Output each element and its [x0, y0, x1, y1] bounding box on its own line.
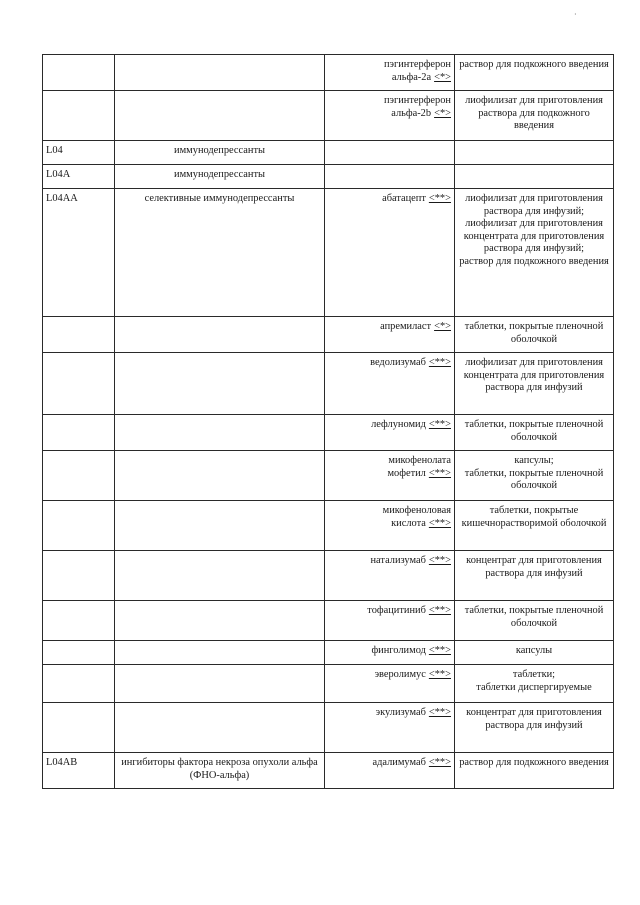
table-row — [43, 91, 614, 141]
atc-code-cell: L04AA — [43, 189, 115, 317]
dosage-form-item: лиофилизат для приготовления раствора для инфузий; — [465, 193, 603, 217]
atc-code-cell — [43, 601, 115, 641]
corner-mark: · — [574, 10, 577, 19]
table-row — [43, 665, 614, 703]
dosage-form-item: таблетки, покрытые пленочной оболочкой — [464, 467, 604, 492]
dosage-form-item: таблетки, покрытые кишечнорастворимой оболочкой — [461, 505, 607, 529]
footnote-reference: <*> — [434, 71, 451, 83]
pharmacological-group-cell — [115, 317, 325, 353]
table-row — [43, 353, 614, 415]
pharmacological-group-cell — [115, 703, 325, 753]
pharmacological-group-cell — [115, 415, 325, 451]
drug-name-cell — [325, 317, 455, 353]
drug-name-cell — [325, 501, 455, 551]
atc-code-cell — [43, 665, 115, 703]
footnote-reference: <**> — [428, 707, 451, 718]
table-row — [43, 189, 614, 317]
dosage-form-cell — [455, 551, 614, 601]
drug-name: финголимод — [371, 645, 426, 656]
dosage-form-item: концентрат для приготовления раствора для инфузий — [466, 707, 602, 731]
drug-name-cell — [325, 641, 455, 665]
drug-name-cell — [325, 601, 455, 641]
drug-table-body — [43, 55, 614, 789]
atc-code-cell — [43, 55, 115, 91]
drug-name: эверолимус — [374, 669, 426, 680]
dosage-form-item: концентрат для приготовления раствора для инфузий — [466, 555, 602, 579]
dosage-form-cell — [455, 189, 614, 317]
drug-name-cell — [325, 551, 455, 601]
dosage-form-cell — [455, 703, 614, 753]
pharmacological-group-cell — [115, 501, 325, 551]
drug-name: пэгинтерферон альфа-2a — [383, 59, 451, 83]
dosage-form-cell — [455, 501, 614, 551]
dosage-form-item: таблетки, покрытые пленочной оболочкой — [464, 605, 604, 629]
dosage-form-cell — [455, 665, 614, 703]
drug-name-cell — [325, 451, 455, 501]
pharmacological-group-cell — [115, 55, 325, 91]
drug-name-cell — [325, 55, 455, 91]
atc-code-cell — [43, 415, 115, 451]
dosage-form-item: раствор для подкожного введения — [459, 255, 609, 267]
dosage-form-item: таблетки; — [512, 669, 556, 680]
dosage-form-cell — [455, 91, 614, 141]
drug-name: абатацепт — [382, 193, 426, 204]
table-row — [43, 501, 614, 551]
table-row — [43, 165, 614, 189]
dosage-form-item: таблетки диспергируемые — [476, 681, 592, 693]
drug-name: микофеноловая кислота — [382, 505, 451, 529]
drug-table — [42, 54, 614, 789]
dosage-form-cell — [455, 451, 614, 501]
table-row — [43, 317, 614, 353]
drug-name-cell — [325, 753, 455, 789]
dosage-form-cell — [455, 165, 614, 189]
footnote-reference: <**> — [428, 357, 451, 368]
table-row — [43, 641, 614, 665]
drug-name: микофенолата мофетил — [387, 455, 451, 479]
drug-name-cell — [325, 415, 455, 451]
footnote-reference: <**> — [428, 757, 451, 768]
atc-code-cell — [43, 703, 115, 753]
dosage-form-item: капсулы; — [514, 455, 554, 466]
drug-name: пэгинтерферон альфа-2b — [383, 95, 451, 119]
drug-name: тофацитиниб — [367, 605, 426, 616]
pharmacological-group-cell — [115, 91, 325, 141]
dosage-form-cell — [455, 641, 614, 665]
dosage-form-cell — [455, 353, 614, 415]
atc-code-cell — [43, 317, 115, 353]
footnote-reference: <**> — [428, 555, 451, 566]
drug-name-cell — [325, 353, 455, 415]
atc-code-cell — [43, 501, 115, 551]
atc-code-cell — [43, 551, 115, 601]
table-row — [43, 703, 614, 753]
table-row — [43, 451, 614, 501]
pharmacological-group-cell: иммунодепрессанты — [115, 141, 325, 165]
footnote-reference: <**> — [428, 419, 451, 430]
table-row — [43, 55, 614, 91]
pharmacological-group-cell — [115, 451, 325, 501]
drug-name-cell — [325, 141, 455, 165]
dosage-form-item: раствор для подкожного введения — [459, 757, 609, 768]
footnote-reference: <**> — [428, 193, 451, 204]
footnote-reference: <**> — [428, 645, 451, 656]
dosage-form-cell — [455, 601, 614, 641]
atc-code-cell — [43, 451, 115, 501]
atc-code-cell: L04 — [43, 141, 115, 165]
drug-name-cell — [325, 703, 455, 753]
pharmacological-group-cell: селективные иммунодепрессанты — [115, 189, 325, 317]
drug-name: апремиласт — [380, 321, 432, 332]
footnote-reference: <*> — [434, 107, 451, 119]
pharmacological-group-cell: ингибиторы фактора некроза опухоли альфа (ФНО-альфа) — [115, 753, 325, 789]
dosage-form-cell — [455, 141, 614, 165]
drug-name-cell — [325, 189, 455, 317]
atc-code-cell: L04A — [43, 165, 115, 189]
pharmacological-group-cell — [115, 353, 325, 415]
dosage-form-item: капсулы — [515, 645, 553, 656]
drug-name: ведолизумаб — [370, 357, 426, 368]
pharmacological-group-cell — [115, 601, 325, 641]
atc-code-cell: L04AB — [43, 753, 115, 789]
pharmacological-group-cell: иммунодепрессанты — [115, 165, 325, 189]
table-row — [43, 551, 614, 601]
dosage-form-item: лиофилизат для приготовления раствора для подкожного введения — [465, 95, 603, 132]
dosage-form-cell — [455, 317, 614, 353]
pharmacological-group-cell — [115, 641, 325, 665]
footnote-reference: <**> — [428, 467, 451, 479]
footnote-reference: <**> — [428, 517, 451, 529]
dosage-form-item: таблетки, покрытые пленочной оболочкой — [464, 419, 604, 443]
atc-code-cell — [43, 91, 115, 141]
drug-name: экулизумаб — [375, 707, 426, 718]
table-row — [43, 141, 614, 165]
atc-code-cell — [43, 641, 115, 665]
dosage-form-cell — [455, 415, 614, 451]
pharmacological-group-cell — [115, 665, 325, 703]
dosage-form-item: раствор для подкожного введения — [459, 59, 609, 70]
dosage-form-item: лиофилизат для приготовления концентрата для приготовления раствора для инфузий — [463, 357, 605, 394]
pharmacological-group-cell — [115, 551, 325, 601]
drug-name-cell — [325, 165, 455, 189]
dosage-form-item: лиофилизат для приготовления концентрата для приготовления раствора для инфузий; — [463, 218, 605, 255]
dosage-form-cell — [455, 55, 614, 91]
footnote-reference: <**> — [428, 605, 451, 616]
atc-code-cell — [43, 353, 115, 415]
dosage-form-cell — [455, 753, 614, 789]
footnote-reference: <**> — [428, 669, 451, 680]
table-row — [43, 415, 614, 451]
table-row — [43, 601, 614, 641]
drug-name-cell — [325, 91, 455, 141]
dosage-form-item: таблетки, покрытые пленочной оболочкой — [464, 321, 604, 345]
drug-name-cell — [325, 665, 455, 703]
drug-name: лефлуномид — [371, 419, 426, 430]
table-row — [43, 753, 614, 789]
drug-name: адалимумаб — [372, 757, 426, 768]
footnote-reference: <*> — [434, 321, 451, 332]
drug-name: натализумаб — [370, 555, 426, 566]
